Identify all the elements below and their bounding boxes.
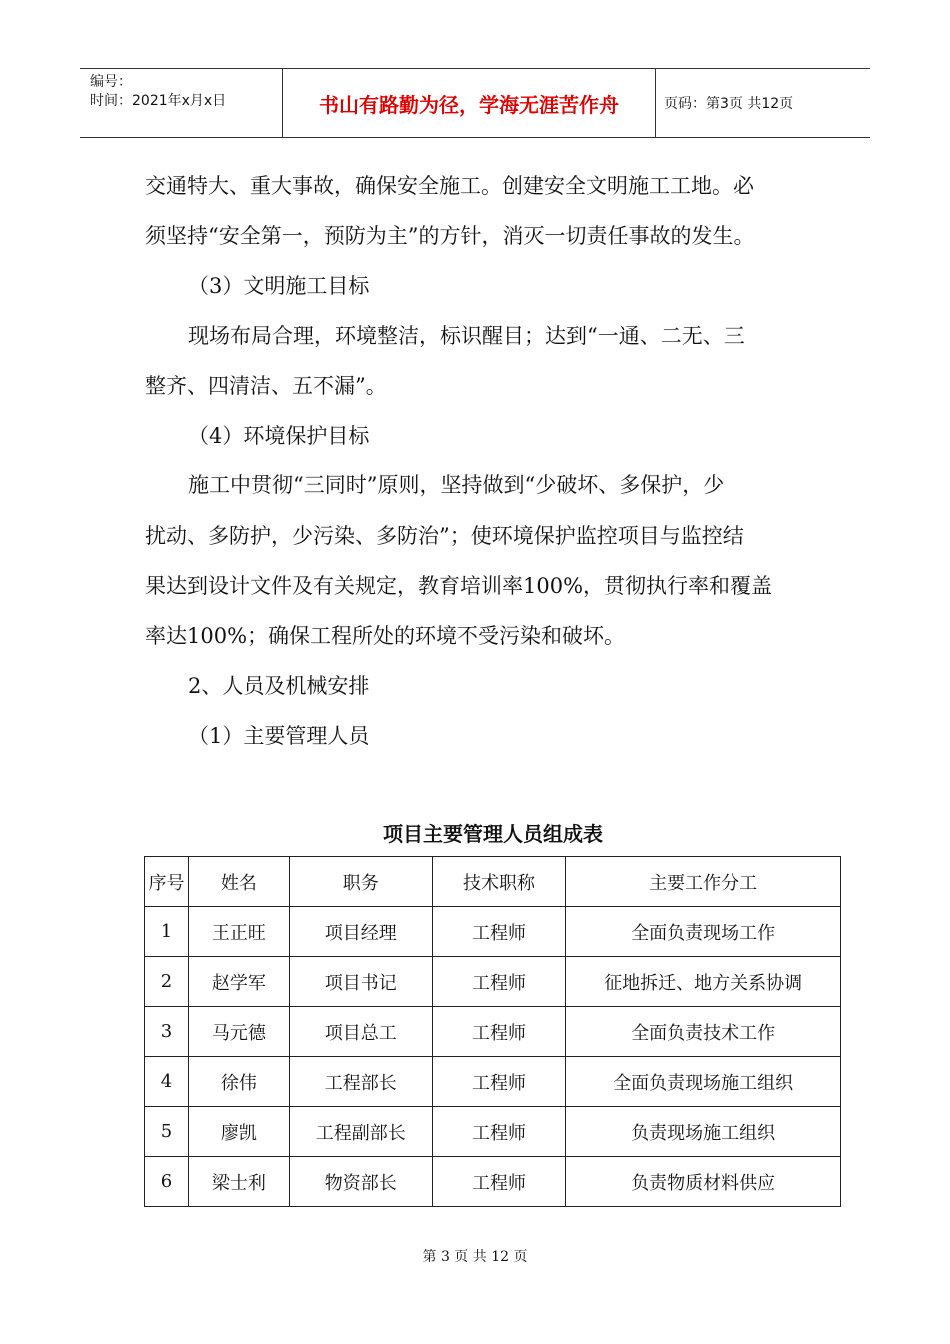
body-paragraph: 交通特大、重大事故，确保安全施工。创建安全文明施工工地。必 (145, 174, 754, 198)
table-cell: 项目书记 (289, 957, 432, 1007)
body-paragraph: 率达100%；确保工程所处的环境不受污染和破坏。 (145, 624, 626, 648)
table-cell: 物资部长 (289, 1157, 432, 1207)
header-cell: 职务 (289, 857, 432, 907)
header-cell: 序号 (145, 857, 189, 907)
table-cell: 4 (145, 1057, 189, 1107)
table-cell: 1 (145, 907, 189, 957)
table-cell: 梁士利 (188, 1157, 289, 1207)
table-cell: 全面负责技术工作 (566, 1007, 841, 1057)
table-cell: 工程师 (432, 957, 566, 1007)
header-meta (80, 69, 282, 137)
table-cell: 廖凯 (188, 1107, 289, 1157)
table-cell: 征地拆迁、地方关系协调 (566, 957, 841, 1007)
header-page-number: 页码：第3页 共12页 (664, 96, 794, 112)
body-paragraph: 须坚持“安全第一，预防为主”的方针，消灭一切责任事故的发生。 (145, 224, 755, 248)
section-heading: 2、人员及机械安排 (188, 674, 370, 698)
header-cell: 主要工作分工 (566, 857, 841, 907)
table-cell: 3 (145, 1007, 189, 1057)
table-cell: 工程副部长 (289, 1107, 432, 1157)
table-cell: 负责现场施工组织 (566, 1107, 841, 1157)
body-paragraph: 现场布局合理，环境整洁，标识醒目；达到“一通、二无、三 (188, 324, 745, 348)
body-paragraph: 果达到设计文件及有关规定，教育培训率100%，贯彻执行率和覆盖 (145, 574, 773, 598)
table-cell: 2 (145, 957, 189, 1007)
table-cell: 工程师 (432, 1157, 566, 1207)
document-date: 时间：2021年x月x日 (90, 93, 227, 109)
table-title: 项目主要管理人员组成表 (383, 822, 603, 846)
section-heading: （4）环境保护目标 (188, 424, 370, 448)
table-cell: 工程师 (432, 1107, 566, 1157)
table-cell: 工程师 (432, 1057, 566, 1107)
header-cell: 姓名 (188, 857, 289, 907)
section-heading: （1）主要管理人员 (188, 724, 370, 748)
header-cell: 技术职称 (432, 857, 566, 907)
table-cell: 工程部长 (289, 1057, 432, 1107)
page-footer: 第 3 页 共 12 页 (422, 1249, 528, 1265)
table-row (145, 1107, 841, 1157)
table-row (145, 1157, 841, 1207)
table-cell: 工程师 (432, 1007, 566, 1057)
table-cell: 马元德 (188, 1007, 289, 1057)
table-cell: 项目经理 (289, 907, 432, 957)
table-cell: 赵学军 (188, 957, 289, 1007)
table-cell: 5 (145, 1107, 189, 1157)
table-row (145, 907, 841, 957)
table-cell: 工程师 (432, 907, 566, 957)
table-row (145, 957, 841, 1007)
table-cell: 全面负责现场工作 (566, 907, 841, 957)
table-cell: 徐伟 (188, 1057, 289, 1107)
staff-table (144, 856, 841, 1207)
document-number: 编号： (90, 74, 132, 90)
table-cell: 全面负责现场施工组织 (566, 1057, 841, 1107)
body-paragraph: 整齐、四清洁、五不漏”。 (145, 374, 387, 398)
table-header-row (145, 857, 841, 907)
page-header (80, 68, 870, 138)
table-cell: 负责物质材料供应 (566, 1157, 841, 1207)
section-heading: （3）文明施工目标 (188, 274, 370, 298)
table-cell: 王正旺 (188, 907, 289, 957)
header-motto: 书山有路勤为径，学海无涯苦作舟 (282, 69, 656, 137)
table-cell: 项目总工 (289, 1007, 432, 1057)
table-row (145, 1007, 841, 1057)
table-row (145, 1057, 841, 1107)
table-cell: 6 (145, 1157, 189, 1207)
body-paragraph: 扰动、多防护，少污染、多防治”；使环境保护监控项目与监控结 (145, 524, 744, 548)
body-paragraph: 施工中贯彻“三同时”原则，坚持做到“少破坏、多保护，少 (188, 473, 725, 497)
